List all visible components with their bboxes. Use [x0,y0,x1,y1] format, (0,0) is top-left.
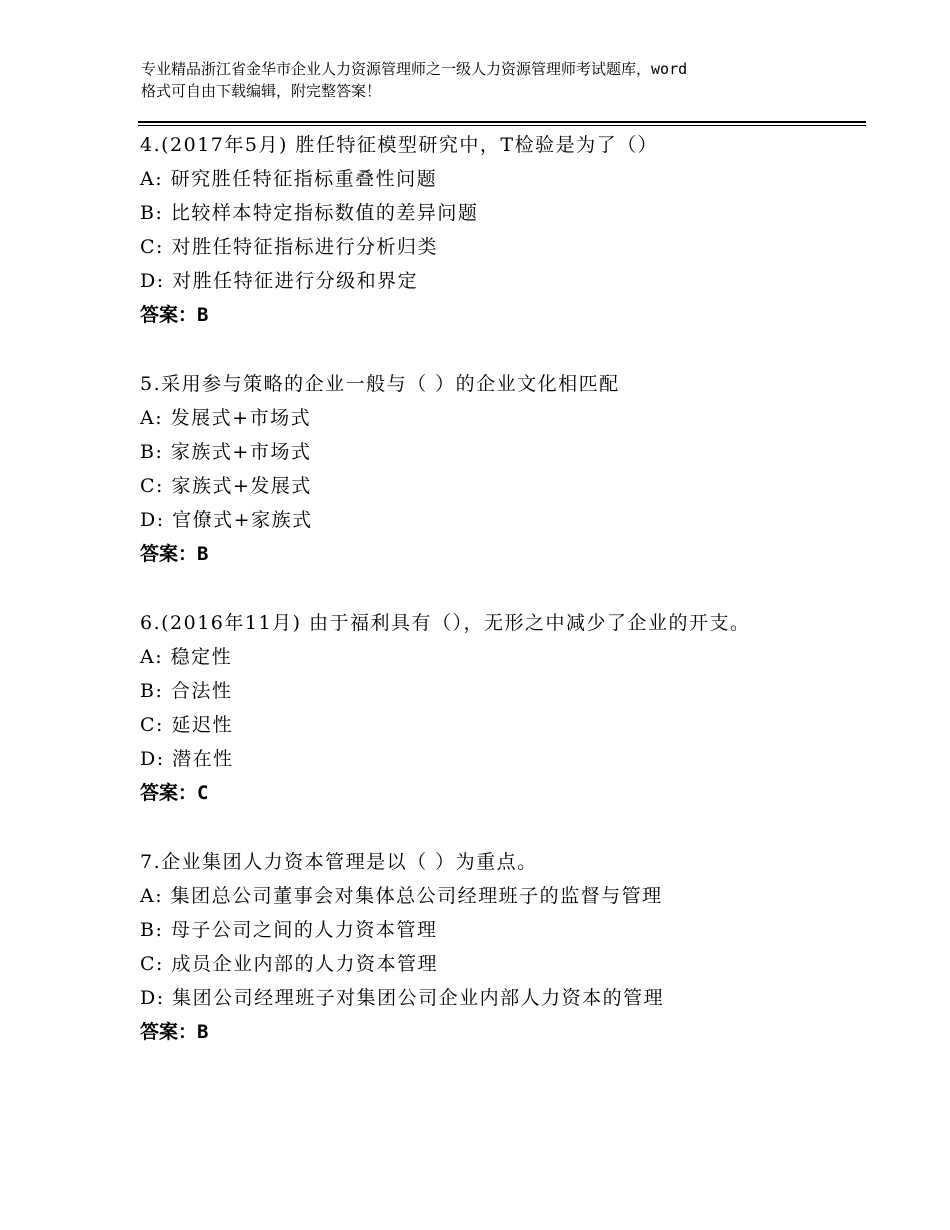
header-rule-thin [138,125,866,126]
answer [140,298,860,332]
answer-value: B [197,1021,209,1043]
question-stem: 7.企业集团人力资本管理是以（ ）为重点。 [140,851,538,873]
option-c: C: 对胜任特征指标进行分析归类 [140,236,438,258]
header-rule-thick [138,121,866,123]
answer [140,1015,860,1049]
option-a: A: 稳定性 [140,646,233,668]
answer-label: 答案： [140,1021,198,1043]
answer-label: 答案： [140,782,198,804]
option-b: B: 家族式+市场式 [140,441,312,463]
question-gap [140,810,860,845]
option-b: B: 母子公司之间的人力资本管理 [140,919,438,941]
option-d: D: 对胜任特征进行分级和界定 [140,270,419,292]
answer-label: 答案： [140,304,198,326]
option-d: D: 潜在性 [140,748,234,770]
question-4 [140,128,860,332]
answer-label: 答案： [140,543,198,565]
header-line-2: 格式可自由下载编辑，附完整答案！ [141,82,382,100]
answer-value: B [197,543,209,565]
option-d: D: 集团公司经理班子对集团公司企业内部人力资本的管理 [140,987,665,1009]
option-a: A: 研究胜任特征指标重叠性问题 [140,168,438,190]
question-5 [140,367,860,571]
option-c: C: 延迟性 [140,714,233,736]
header-line-1: 专业精品浙江省金华市企业人力资源管理师之一级人力资源管理师考试题库，word [141,60,688,78]
option-a: A: 发展式+市场式 [140,407,312,429]
option-c: C: 家族式+发展式 [140,475,312,497]
answer-value: C [197,782,209,804]
document-header [141,58,841,102]
option-b: B: 比较样本特定指标数值的差异问题 [140,202,479,224]
question-stem: 4.(2017年5月) 胜任特征模型研究中，T检验是为了（） [140,134,659,156]
option-b: B: 合法性 [140,680,233,702]
question-list [140,128,860,1049]
option-a: A: 集团总公司董事会对集体总公司经理班子的监督与管理 [140,885,663,907]
option-d: D: 官僚式+家族式 [140,509,313,531]
answer [140,537,860,571]
question-gap [140,332,860,367]
question-gap [140,571,860,606]
answer [140,776,860,810]
question-stem: 5.采用参与策略的企业一般与（ ）的企业文化相匹配 [140,373,620,395]
option-c: C: 成员企业内部的人力资本管理 [140,953,438,975]
question-7 [140,845,860,1049]
question-stem: 6.(2016年11月) 由于福利具有（），无形之中减少了企业的开支。 [140,612,751,634]
answer-value: B [197,304,209,326]
question-6 [140,606,860,810]
